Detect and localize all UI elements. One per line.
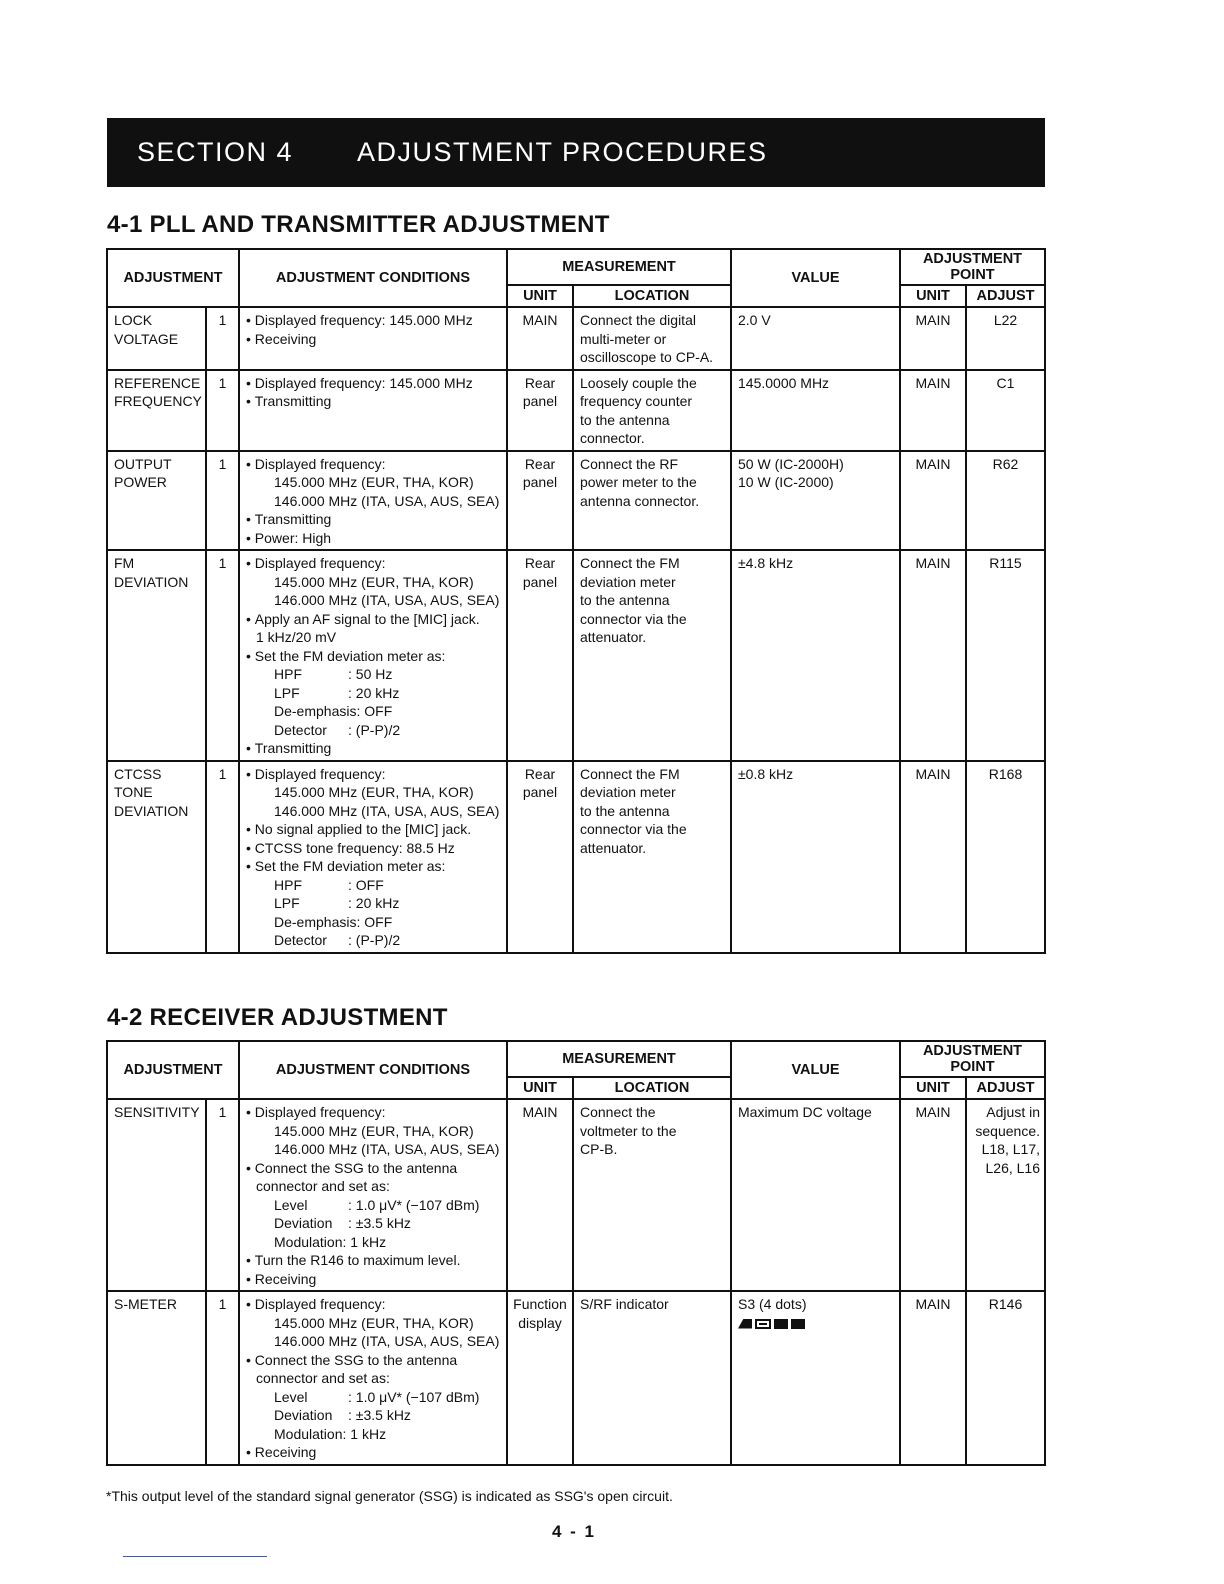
measurement-location-line: multi-meter or <box>580 330 667 347</box>
point-unit: MAIN <box>900 550 966 761</box>
measurement-location-line: Connect the FM <box>580 765 680 782</box>
condition-setting-value: : (P-P)/2 <box>348 932 401 948</box>
measurement-location <box>573 550 731 761</box>
header-adjustment-point <box>900 1041 1045 1077</box>
condition-setting <box>246 665 502 684</box>
measurement-unit-line: panel <box>522 474 558 490</box>
condition-setting <box>246 1388 502 1407</box>
adjustment-conditions <box>239 1291 507 1465</box>
measurement-location <box>573 1291 731 1465</box>
adjustment-name <box>107 761 206 953</box>
condition-line: • Displayed frequency: <box>246 554 502 573</box>
measurement-location-line: Connect the <box>580 1104 656 1120</box>
value-line: ±4.8 kHz <box>738 555 794 571</box>
point-unit: MAIN <box>900 307 966 370</box>
condition-setting-key: Deviation <box>274 1215 333 1231</box>
value <box>731 761 900 953</box>
measurement-location-line: frequency counter <box>580 393 693 409</box>
condition-setting-value: : 1 kHz <box>342 1425 387 1442</box>
measurement-location-line: power meter to the <box>580 474 697 490</box>
condition-setting-key: Modulation <box>274 1233 343 1250</box>
value-line: 50 W (IC-2000H) <box>738 455 844 472</box>
value-line: 145.0000 MHz <box>738 374 830 391</box>
adjustment-name-line: FREQUENCY <box>114 393 202 409</box>
header-location: LOCATION <box>573 1077 731 1099</box>
section-title: ADJUSTMENT PROCEDURES <box>357 137 768 167</box>
condition-setting-value: : 1 kHz <box>342 1233 387 1250</box>
measurement-unit <box>507 1099 573 1291</box>
measurement-location-line: attenuator. <box>580 629 647 645</box>
condition-line: 146.000 MHz (ITA, USA, AUS, SEA) <box>274 492 500 509</box>
measurement-unit-line: Rear <box>524 374 556 391</box>
table-row <box>107 1099 1045 1291</box>
page-number: 4 - 1 <box>552 1522 597 1541</box>
point-adjust-line: sequence. <box>975 1122 1040 1139</box>
adjustment-conditions <box>239 761 507 953</box>
step-number: 1 <box>206 1291 239 1465</box>
point-adjust-line: R62 <box>992 455 1019 472</box>
header-conditions: ADJUSTMENT CONDITIONS <box>239 249 507 307</box>
measurement-unit-line: MAIN <box>522 312 558 328</box>
adjustment-name-line: CTCSS <box>114 765 162 782</box>
condition-line: 146.000 MHz (ITA, USA, AUS, SEA) <box>274 592 500 608</box>
condition-setting-key: HPF <box>274 666 302 682</box>
table-row <box>107 307 1045 370</box>
condition-line: • Displayed frequency: <box>246 455 502 474</box>
adjustment-name-line: DEVIATION <box>114 573 189 590</box>
table-row <box>107 550 1045 761</box>
adjustment-conditions <box>239 451 507 551</box>
adjustment-name <box>107 1291 206 1465</box>
condition-setting <box>246 721 502 740</box>
condition-line: 146.000 MHz (ITA, USA, AUS, SEA) <box>274 1333 500 1349</box>
condition-line: 145.000 MHz (EUR, THA, KOR) <box>274 784 474 800</box>
condition-setting-key: Detector <box>274 932 327 948</box>
s-meter-segment-icon <box>755 1319 771 1329</box>
condition-line: • Apply an AF signal to the [MIC] jack. <box>246 610 502 629</box>
header-point-unit: UNIT <box>900 1077 966 1099</box>
step-number: 1 <box>206 451 239 551</box>
condition-line: • Set the FM deviation meter as: <box>246 647 502 666</box>
s-meter-segment-icon <box>774 1319 788 1329</box>
value <box>731 550 900 761</box>
condition-setting-key: Level <box>274 1196 308 1213</box>
measurement-location-line: connector. <box>580 430 645 446</box>
heading-pll-transmitter: 4-1 PLL AND TRANSMITTER ADJUSTMENT <box>107 211 610 238</box>
measurement-location-line: oscilloscope to CP-A. <box>580 349 714 365</box>
header-adjustment-point-line2: POINT <box>950 1059 995 1075</box>
adjustment-name <box>107 307 206 370</box>
header-adjustment-point-line1: ADJUSTMENT <box>922 1043 1023 1059</box>
adjustment-name-line: LOCK <box>114 312 153 328</box>
step-number: 1 <box>206 1099 239 1291</box>
header-measurement: MEASUREMENT <box>507 249 731 285</box>
condition-setting-value: : 1.0 μV* (−107 dBm) <box>348 1388 480 1405</box>
s-meter-4-dots-icon <box>738 1318 895 1330</box>
point-adjust-line: Adjust in <box>986 1104 1040 1120</box>
measurement-unit <box>507 451 573 551</box>
header-point-adjust: ADJUST <box>966 285 1045 307</box>
adjustment-conditions <box>239 1099 507 1291</box>
condition-line: 146.000 MHz (ITA, USA, AUS, SEA) <box>274 802 500 819</box>
condition-line: • Receiving <box>246 1270 502 1289</box>
measurement-location-line: Connect the RF <box>580 455 679 472</box>
condition-line: 145.000 MHz (EUR, THA, KOR) <box>274 1122 474 1139</box>
header-conditions: ADJUSTMENT CONDITIONS <box>239 1041 507 1099</box>
adjustment-name-line: VOLTAGE <box>114 330 179 347</box>
point-adjust <box>966 451 1045 551</box>
condition-line: • Displayed frequency: 145.000 MHz <box>246 374 502 393</box>
condition-setting <box>246 702 502 721</box>
value-line: 10 W (IC-2000) <box>738 474 834 490</box>
condition-line: 145.000 MHz (EUR, THA, KOR) <box>274 1314 474 1331</box>
measurement-unit-line: Rear <box>524 555 556 571</box>
measurement-location <box>573 451 731 551</box>
condition-line: • Displayed frequency: <box>246 1103 502 1122</box>
condition-line: • Displayed frequency: <box>246 765 502 784</box>
header-value: VALUE <box>731 1041 900 1099</box>
adjustment-name-line: FM <box>114 555 135 571</box>
adjustment-name-line: S-METER <box>114 1296 177 1312</box>
condition-line: • Set the FM deviation meter as: <box>246 857 502 876</box>
point-adjust-line: L18, L17, <box>981 1141 1040 1157</box>
measurement-unit <box>507 550 573 761</box>
condition-setting-key: HPF <box>274 876 302 893</box>
condition-line: • Power: High <box>246 529 502 548</box>
condition-line: • CTCSS tone frequency: 88.5 Hz <box>246 839 502 858</box>
s-meter-segment-icon <box>738 1319 752 1329</box>
s-meter-segment-icon <box>791 1319 805 1329</box>
header-unit: UNIT <box>507 1077 573 1099</box>
point-unit: MAIN <box>900 451 966 551</box>
condition-setting-key: Level <box>274 1388 308 1405</box>
header-unit: UNIT <box>507 285 573 307</box>
heading-receiver: 4-2 RECEIVER ADJUSTMENT <box>107 1004 448 1031</box>
section-banner <box>107 118 1045 187</box>
condition-setting-value: : OFF <box>356 703 393 719</box>
adjustment-name <box>107 1099 206 1291</box>
point-adjust <box>966 307 1045 370</box>
condition-line: 146.000 MHz (ITA, USA, AUS, SEA) <box>274 1141 500 1157</box>
header-point-unit: UNIT <box>900 285 966 307</box>
measurement-location <box>573 307 731 370</box>
measurement-unit <box>507 1291 573 1465</box>
condition-line: 145.000 MHz (EUR, THA, KOR) <box>274 474 474 490</box>
condition-setting-key: Detector <box>274 721 327 738</box>
condition-setting-value: : 1.0 μV* (−107 dBm) <box>348 1196 480 1213</box>
condition-setting-key: LPF <box>274 895 300 911</box>
step-number: 1 <box>206 550 239 761</box>
condition-line: • Displayed frequency: 145.000 MHz <box>246 311 502 330</box>
step-number: 1 <box>206 370 239 451</box>
measurement-unit-line: panel <box>522 784 558 800</box>
header-adjustment: ADJUSTMENT <box>107 1041 239 1099</box>
measurement-location <box>573 1099 731 1291</box>
header-adjustment-point-line2: POINT <box>950 267 995 283</box>
measurement-location-line: voltmeter to the <box>580 1122 677 1139</box>
table-row <box>107 1291 1045 1465</box>
measurement-location-line: S/RF indicator <box>580 1296 669 1312</box>
measurement-unit-line: MAIN <box>522 1104 558 1120</box>
point-adjust-line: L26, L16 <box>985 1159 1040 1176</box>
point-unit: MAIN <box>900 761 966 953</box>
measurement-unit-line: Rear <box>524 765 556 782</box>
measurement-location-line: attenuator. <box>580 839 647 856</box>
measurement-location <box>573 370 731 451</box>
condition-line: connector and set as: <box>256 1178 390 1194</box>
point-adjust <box>966 1291 1045 1465</box>
condition-line: • Transmitting <box>246 510 502 529</box>
condition-setting-value: : ±3.5 kHz <box>348 1215 411 1231</box>
condition-line: 1 kHz/20 mV <box>256 629 337 645</box>
condition-setting-key: LPF <box>274 684 300 701</box>
point-unit: MAIN <box>900 1099 966 1291</box>
header-measurement: MEASUREMENT <box>507 1041 731 1077</box>
measurement-location-line: to the antenna <box>580 802 670 819</box>
underline-mark <box>123 1556 267 1557</box>
adjustment-name <box>107 451 206 551</box>
condition-line: • Displayed frequency: <box>246 1295 502 1314</box>
condition-setting <box>246 684 502 703</box>
adjustment-name-line: DEVIATION <box>114 802 189 819</box>
section-number: SECTION 4 <box>137 137 294 167</box>
value <box>731 1099 900 1291</box>
header-value: VALUE <box>731 249 900 307</box>
measurement-location-line: CP-B. <box>580 1141 618 1157</box>
measurement-unit-line: Rear <box>524 455 556 472</box>
condition-line: • Connect the SSG to the antenna <box>246 1351 502 1370</box>
adjustment-name-line: TONE <box>114 784 153 800</box>
measurement-unit <box>507 370 573 451</box>
condition-setting-value: : OFF <box>348 876 384 893</box>
condition-setting <box>246 876 502 895</box>
footnote: *This output level of the standard signal generator (SSG) is indicated as SSG's open circuit. <box>106 1488 673 1504</box>
value <box>731 451 900 551</box>
measurement-location-line: connector via the <box>580 610 687 627</box>
header-adjustment-point-line1: ADJUSTMENT <box>922 251 1023 267</box>
condition-setting-value: : 20 kHz <box>348 895 400 911</box>
condition-setting <box>246 931 502 950</box>
measurement-location-line: deviation meter <box>580 573 676 590</box>
adjustment-name-line: REFERENCE <box>114 374 201 391</box>
condition-line: • Transmitting <box>246 739 502 758</box>
condition-setting-value: : (P-P)/2 <box>348 721 401 738</box>
measurement-location-line: to the antenna <box>580 592 670 608</box>
table-row <box>107 451 1045 551</box>
table-row <box>107 761 1045 953</box>
condition-setting <box>246 913 502 932</box>
adjustment-conditions <box>239 307 507 370</box>
value <box>731 1291 900 1465</box>
condition-line: • No signal applied to the [MIC] jack. <box>246 820 502 839</box>
measurement-location <box>573 761 731 953</box>
point-adjust-line: R146 <box>988 1296 1023 1312</box>
adjustment-conditions <box>239 370 507 451</box>
condition-line: 145.000 MHz (EUR, THA, KOR) <box>274 573 474 590</box>
condition-setting-value: : 20 kHz <box>348 684 400 701</box>
measurement-unit-line: display <box>518 1314 562 1331</box>
adjustment-name-line: SENSITIVITY <box>114 1104 200 1120</box>
value-line: S3 (4 dots) <box>738 1296 807 1312</box>
point-adjust-line: R168 <box>988 765 1023 782</box>
point-unit: MAIN <box>900 370 966 451</box>
receiver-table <box>106 1040 1046 1466</box>
table-row <box>107 370 1045 451</box>
step-number: 1 <box>206 761 239 953</box>
point-adjust <box>966 761 1045 953</box>
measurement-location-line: to the antenna <box>580 411 670 428</box>
condition-setting-value: : ±3.5 kHz <box>348 1407 411 1423</box>
header-adjustment: ADJUSTMENT <box>107 249 239 307</box>
condition-setting-value: : OFF <box>356 913 393 930</box>
condition-line: • Transmitting <box>246 392 502 411</box>
condition-setting-key: Modulation <box>274 1425 343 1442</box>
adjustment-name <box>107 550 206 761</box>
condition-line: • Receiving <box>246 1443 502 1462</box>
adjustment-name <box>107 370 206 451</box>
step-number: 1 <box>206 307 239 370</box>
measurement-unit <box>507 307 573 370</box>
condition-setting-key: De-emphasis <box>274 703 357 719</box>
value <box>731 307 900 370</box>
condition-setting <box>246 1233 502 1252</box>
measurement-unit-line: Function <box>513 1296 567 1312</box>
condition-line: • Connect the SSG to the antenna <box>246 1159 502 1178</box>
measurement-unit-line: panel <box>522 393 558 409</box>
measurement-location-line: Connect the FM <box>580 555 680 571</box>
value <box>731 370 900 451</box>
condition-setting <box>246 1196 502 1215</box>
condition-line: • Receiving <box>246 330 502 349</box>
measurement-location-line: deviation meter <box>580 784 676 800</box>
point-adjust-line: R115 <box>989 555 1022 571</box>
measurement-location-line: connector via the <box>580 821 687 837</box>
condition-setting-key: De-emphasis <box>274 913 357 930</box>
condition-line: • Turn the R146 to maximum level. <box>246 1251 502 1270</box>
header-location: LOCATION <box>573 285 731 307</box>
measurement-location-line: Connect the digital <box>580 312 696 328</box>
condition-setting-value: : 50 Hz <box>348 666 393 682</box>
condition-setting-key: Deviation <box>274 1407 333 1423</box>
condition-setting <box>246 1425 502 1444</box>
point-adjust-line: L22 <box>993 312 1018 328</box>
point-adjust <box>966 370 1045 451</box>
measurement-location-line: Loosely couple the <box>580 374 697 391</box>
value-line: Maximum DC voltage <box>738 1104 872 1120</box>
condition-setting <box>246 1406 502 1425</box>
pll-transmitter-table <box>106 248 1046 954</box>
value-line: ±0.8 kHz <box>738 765 794 782</box>
point-adjust-line: C1 <box>996 374 1015 391</box>
measurement-unit <box>507 761 573 953</box>
measurement-unit-line: panel <box>522 573 558 590</box>
value-line: 2.0 V <box>738 312 771 328</box>
point-unit: MAIN <box>900 1291 966 1465</box>
adjustment-name-line: OUTPUT <box>114 455 172 472</box>
measurement-location-line: antenna connector. <box>580 492 700 509</box>
point-adjust <box>966 1099 1045 1291</box>
header-adjustment-point <box>900 249 1045 285</box>
header-point-adjust: ADJUST <box>966 1077 1045 1099</box>
point-adjust <box>966 550 1045 761</box>
condition-line: connector and set as: <box>256 1370 390 1386</box>
adjustment-name-line: POWER <box>114 474 167 490</box>
condition-setting <box>246 1214 502 1233</box>
condition-setting <box>246 894 502 913</box>
adjustment-conditions <box>239 550 507 761</box>
